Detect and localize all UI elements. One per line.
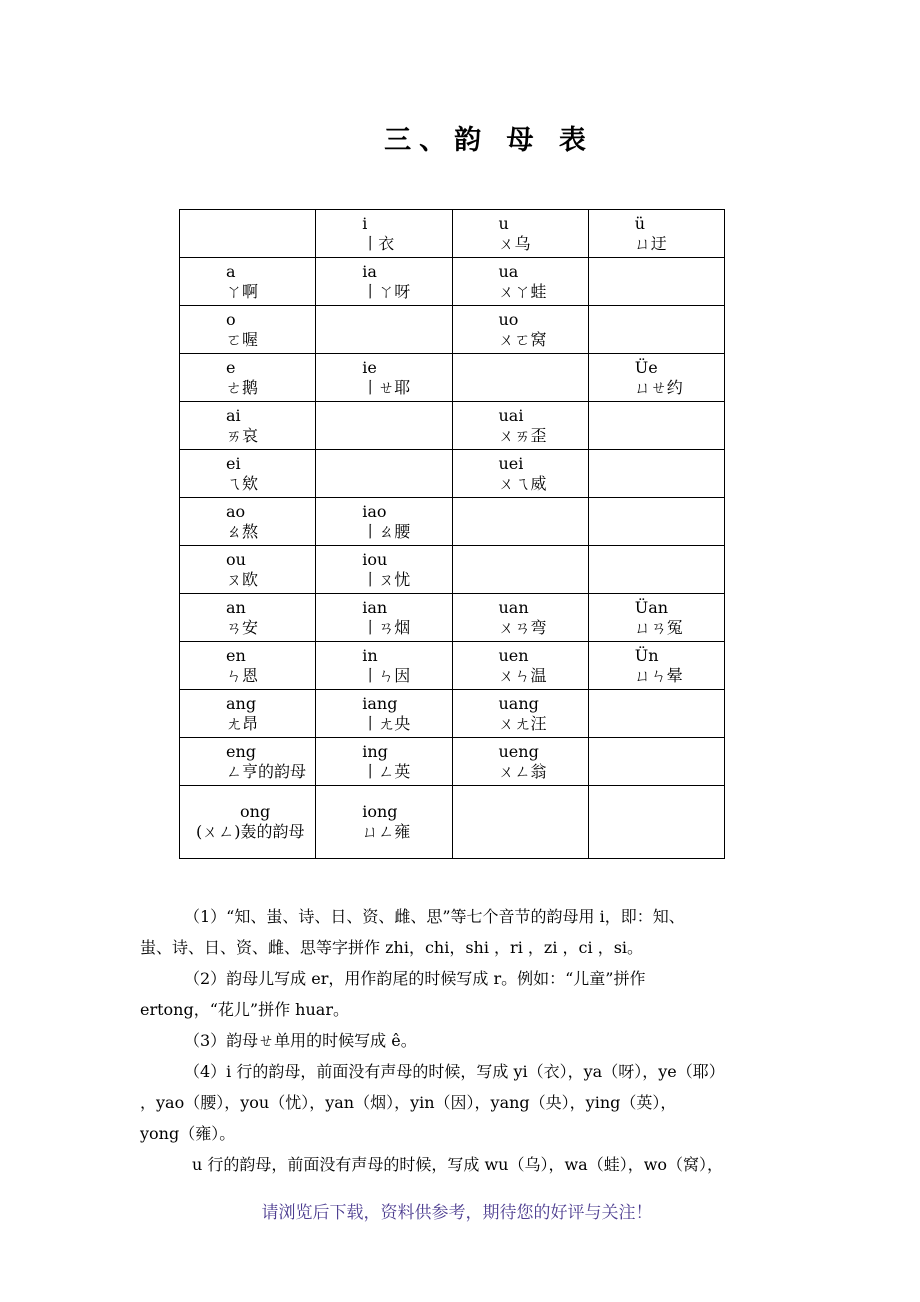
pinyin-label bbox=[499, 502, 588, 522]
pinyin-label: ü bbox=[634, 213, 646, 233]
table-cell bbox=[180, 258, 316, 306]
zhuyin-example: ㄚ啊 bbox=[226, 281, 259, 301]
pinyin-label bbox=[226, 214, 315, 234]
pinyin-label: u bbox=[498, 213, 509, 233]
zhuyin-example: ㄠ熬 bbox=[226, 521, 259, 541]
zhuyin-example: 丨ㄥ英 bbox=[362, 761, 411, 781]
table-cell bbox=[588, 210, 724, 258]
table-cell bbox=[452, 210, 588, 258]
zhuyin-example: ㄩㄝ约 bbox=[634, 377, 683, 397]
table-cell bbox=[588, 690, 724, 738]
table-cell bbox=[180, 690, 316, 738]
table-row bbox=[180, 258, 725, 306]
pinyin-label: uang bbox=[498, 693, 539, 713]
table-cell bbox=[452, 642, 588, 690]
pinyin-label bbox=[635, 742, 724, 762]
zhuyin-example: ㄡ欧 bbox=[226, 569, 259, 589]
table-row bbox=[180, 642, 725, 690]
zhuyin-example: 丨ㄡ忧 bbox=[362, 569, 411, 589]
table-cell bbox=[452, 786, 588, 859]
footer-note: 请浏览后下载，资料供参考，期待您的好评与关注！ bbox=[261, 1203, 653, 1223]
zhuyin-example bbox=[362, 474, 451, 494]
table-row bbox=[180, 738, 725, 786]
table-cell bbox=[316, 498, 452, 546]
table-cell bbox=[180, 498, 316, 546]
zhuyin-example: ㄨㄞ歪 bbox=[498, 425, 547, 445]
table-row bbox=[180, 786, 725, 859]
table-row bbox=[180, 450, 725, 498]
table-cell bbox=[180, 642, 316, 690]
zhuyin-example bbox=[499, 570, 588, 590]
pinyin-label: uo bbox=[498, 309, 519, 329]
table-cell bbox=[588, 738, 724, 786]
pinyin-label: uen bbox=[498, 645, 529, 665]
zhuyin-example bbox=[635, 282, 724, 302]
zhuyin-example: ㄩㄣ晕 bbox=[634, 665, 683, 685]
pinyin-label: ong bbox=[240, 802, 271, 821]
zhuyin-example: ㄩㄥ雍 bbox=[362, 822, 411, 841]
pinyin-label: i bbox=[362, 213, 368, 233]
table-cell bbox=[180, 546, 316, 594]
pinyin-label: ing bbox=[362, 741, 388, 761]
note-1-line-2: 蚩、诗、日、资、雌、思等字拼作 zhi，chi，shi ，ri ，zi ，ci ，si。 bbox=[140, 938, 644, 957]
table-cell bbox=[316, 354, 452, 402]
pinyin-label: Ün bbox=[634, 645, 659, 665]
pinyin-label: iao bbox=[362, 501, 387, 521]
table-cell bbox=[316, 402, 452, 450]
table-cell bbox=[452, 738, 588, 786]
note-1-line-1: （1）“知、蚩、诗、日、资、雌、思”等七个音节的韵母用 i，即：知、 bbox=[184, 907, 685, 926]
table-row bbox=[180, 546, 725, 594]
zhuyin-example: ㄨㄣ温 bbox=[498, 665, 547, 685]
pinyin-label: in bbox=[362, 645, 378, 665]
pinyin-label: uan bbox=[498, 597, 529, 617]
pinyin-label: ia bbox=[362, 261, 377, 281]
table-row bbox=[180, 690, 725, 738]
zhuyin-example: (ㄨㄥ)轰的韵母 bbox=[196, 822, 305, 841]
page-title: 三、韵 母 表 bbox=[384, 125, 594, 156]
notes bbox=[140, 901, 800, 1180]
zhuyin-example: ㄛ喔 bbox=[226, 329, 259, 349]
pinyin-label: ua bbox=[498, 261, 519, 281]
table-cell bbox=[588, 594, 724, 642]
zhuyin-example: ㄥ亨的韵母 bbox=[226, 761, 307, 781]
zhuyin-example bbox=[499, 822, 588, 842]
table-cell bbox=[180, 786, 316, 859]
table-cell bbox=[180, 210, 316, 258]
table-cell bbox=[316, 642, 452, 690]
zhuyin-example bbox=[635, 762, 724, 782]
table-cell bbox=[588, 450, 724, 498]
pinyin-label: e bbox=[226, 357, 236, 377]
pinyin-label: ai bbox=[226, 405, 241, 425]
pinyin-label bbox=[362, 310, 451, 330]
zhuyin-example bbox=[499, 378, 588, 398]
pinyin-label bbox=[635, 406, 724, 426]
table-cell bbox=[452, 354, 588, 402]
zhuyin-example bbox=[635, 426, 724, 446]
zhuyin-example: ㄩ迂 bbox=[634, 233, 667, 253]
pinyin-label: iong bbox=[362, 802, 398, 821]
table-cell bbox=[316, 306, 452, 354]
zhuyin-example bbox=[362, 330, 451, 350]
pinyin-label: ao bbox=[226, 501, 246, 521]
table-cell bbox=[316, 690, 452, 738]
pinyin-label bbox=[362, 406, 451, 426]
zhuyin-example: ㄨㄢ弯 bbox=[498, 617, 547, 637]
zhuyin-example: ㄨㄚ蛙 bbox=[498, 281, 547, 301]
table-cell bbox=[316, 450, 452, 498]
pinyin-label: ian bbox=[362, 597, 388, 617]
note-4-line-3: yong（雍）。 bbox=[140, 1124, 236, 1143]
table-cell bbox=[588, 354, 724, 402]
table-cell bbox=[452, 402, 588, 450]
pinyin-label bbox=[635, 550, 724, 570]
zhuyin-example: ㄩㄢ冤 bbox=[634, 617, 683, 637]
table-cell bbox=[452, 594, 588, 642]
table-cell bbox=[588, 546, 724, 594]
zhuyin-example: 丨ㄝ耶 bbox=[362, 377, 411, 397]
table-cell bbox=[180, 402, 316, 450]
note-4-line-1: （4）i 行的韵母，前面没有声母的时候，写成 yi（衣），ya（呀），ye（耶） bbox=[184, 1062, 725, 1081]
table-cell bbox=[180, 306, 316, 354]
table-cell bbox=[452, 690, 588, 738]
note-4-line-2: ，yao（腰），you（忧），yan（烟），yin（因），yang（央），ying（英）， bbox=[140, 1093, 677, 1112]
zhuyin-example bbox=[635, 330, 724, 350]
pinyin-label bbox=[362, 454, 451, 474]
pinyin-label: eng bbox=[226, 741, 257, 761]
table-cell bbox=[588, 498, 724, 546]
pinyin-label: o bbox=[226, 309, 236, 329]
table-cell bbox=[316, 210, 452, 258]
zhuyin-example bbox=[362, 426, 451, 446]
pinyin-label: an bbox=[226, 597, 246, 617]
note-5: u 行的韵母，前面没有声母的时候，写成 wu（乌），wa（蛙），wo（窝）， bbox=[192, 1155, 724, 1174]
zhuyin-example bbox=[635, 474, 724, 494]
zhuyin-example bbox=[635, 570, 724, 590]
note-2-line-1: （2）韵母儿写成 er，用作韵尾的时候写成 r。例如：“儿童”拼作 bbox=[184, 969, 646, 988]
zhuyin-example: ㄞ哀 bbox=[226, 425, 259, 445]
pinyin-label bbox=[635, 502, 724, 522]
pinyin-label: a bbox=[226, 261, 236, 281]
table-cell bbox=[316, 594, 452, 642]
pinyin-label: iang bbox=[362, 693, 398, 713]
pinyin-label: iou bbox=[362, 549, 388, 569]
pinyin-label bbox=[635, 694, 724, 714]
table-row bbox=[180, 594, 725, 642]
zhuyin-example: 丨ㄤ央 bbox=[362, 713, 411, 733]
table-cell bbox=[588, 258, 724, 306]
pinyin-label bbox=[635, 802, 724, 822]
table-cell bbox=[180, 738, 316, 786]
zhuyin-example: ㄣ恩 bbox=[226, 665, 259, 685]
zhuyin-example: 丨ㄢ烟 bbox=[362, 617, 411, 637]
zhuyin-example: ㄨㄤ汪 bbox=[498, 713, 547, 733]
pinyin-label bbox=[499, 802, 588, 822]
table-cell bbox=[452, 450, 588, 498]
zhuyin-example: ㄤ昂 bbox=[226, 713, 259, 733]
pinyin-label: ei bbox=[226, 453, 241, 473]
table-cell bbox=[316, 258, 452, 306]
zhuyin-example: ㄨㄥ翁 bbox=[498, 761, 547, 781]
table-cell bbox=[316, 786, 452, 859]
table-cell bbox=[452, 498, 588, 546]
table-cell bbox=[180, 450, 316, 498]
pinyin-label bbox=[499, 550, 588, 570]
zhuyin-example: ㄢ安 bbox=[226, 617, 259, 637]
table-row bbox=[180, 354, 725, 402]
pinyin-label: Üan bbox=[634, 597, 669, 617]
table-row bbox=[180, 210, 725, 258]
table-cell bbox=[452, 546, 588, 594]
zhuyin-example: ㄨ乌 bbox=[498, 233, 531, 253]
table-cell bbox=[588, 642, 724, 690]
table-cell bbox=[588, 402, 724, 450]
pinyin-label: en bbox=[226, 645, 246, 665]
pinyin-label bbox=[635, 454, 724, 474]
pinyin-label: uai bbox=[498, 405, 524, 425]
finals-table bbox=[179, 209, 725, 859]
pinyin-label: ie bbox=[362, 357, 377, 377]
zhuyin-example: 丨ㄠ腰 bbox=[362, 521, 411, 541]
table-cell bbox=[180, 354, 316, 402]
table-cell bbox=[588, 306, 724, 354]
zhuyin-example: ㄨㄛ窝 bbox=[498, 329, 547, 349]
zhuyin-example bbox=[226, 234, 315, 254]
pinyin-label: uei bbox=[498, 453, 524, 473]
pinyin-label bbox=[499, 358, 588, 378]
zhuyin-example bbox=[635, 522, 724, 542]
note-2-line-2: ertong，“花儿”拼作 huar。 bbox=[140, 1000, 349, 1019]
table-row bbox=[180, 498, 725, 546]
table-cell bbox=[452, 306, 588, 354]
pinyin-label: ou bbox=[226, 549, 246, 569]
note-3: （3）韵母ㄝ单用的时候写成 ê。 bbox=[184, 1031, 417, 1050]
zhuyin-example: ㄟ欸 bbox=[226, 473, 259, 493]
zhuyin-example bbox=[635, 822, 724, 842]
table-cell bbox=[316, 738, 452, 786]
zhuyin-example: 丨衣 bbox=[362, 233, 395, 253]
table-cell bbox=[452, 258, 588, 306]
zhuyin-example bbox=[499, 522, 588, 542]
zhuyin-example: ㄜ鹅 bbox=[226, 377, 259, 397]
zhuyin-example: ㄨㄟ威 bbox=[498, 473, 547, 493]
table-cell bbox=[316, 546, 452, 594]
zhuyin-example bbox=[635, 714, 724, 734]
pinyin-label: ueng bbox=[498, 741, 539, 761]
table-cell bbox=[588, 786, 724, 859]
pinyin-label bbox=[635, 262, 724, 282]
pinyin-label bbox=[635, 310, 724, 330]
table-row bbox=[180, 306, 725, 354]
pinyin-label: Üe bbox=[634, 357, 658, 377]
table-row bbox=[180, 402, 725, 450]
table-cell bbox=[180, 594, 316, 642]
zhuyin-example: 丨ㄣ因 bbox=[362, 665, 411, 685]
zhuyin-example: 丨ㄚ呀 bbox=[362, 281, 411, 301]
pinyin-label: ang bbox=[226, 693, 257, 713]
